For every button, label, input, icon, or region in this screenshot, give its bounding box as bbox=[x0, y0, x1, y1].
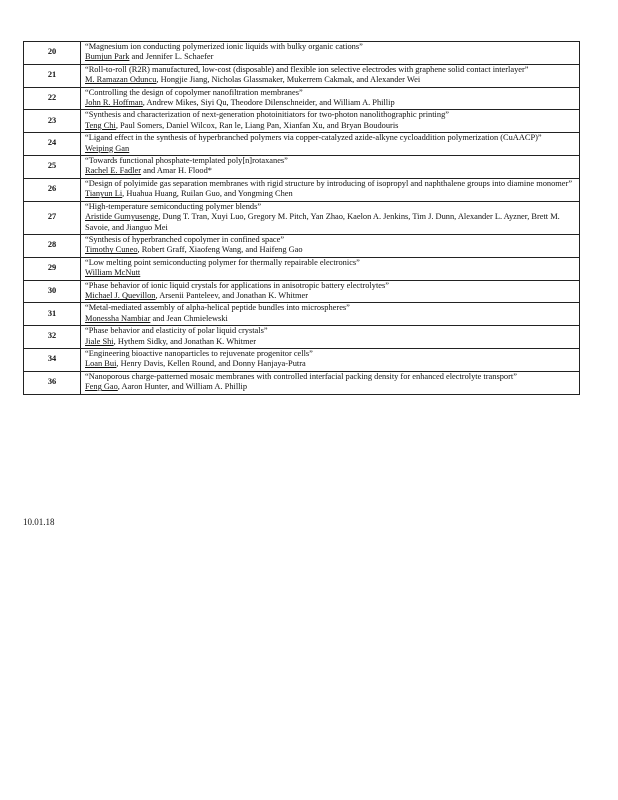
poster-title: “Ligand effect in the synthesis of hyperbranched polymers via copper-catalyzed azide-alkyne cycloaddition polymerization (CuAACP)” bbox=[85, 133, 542, 143]
poster-number: 36 bbox=[24, 371, 81, 394]
presenter-name: M. Ramazan Oduncu bbox=[85, 75, 157, 85]
poster-entry bbox=[81, 303, 580, 326]
poster-title: “Design of polyimide gas separation membranes with rigid structure by introducing of isopropyl and naphthalene groups into diamine monomer” bbox=[85, 178, 573, 188]
poster-title: “Phase behavior and elasticity of polar liquid crystals” bbox=[85, 326, 268, 336]
coauthor-names: , Aaron Hunter, and William A. Phillip bbox=[117, 382, 248, 392]
poster-rows bbox=[24, 42, 580, 395]
poster-entry bbox=[81, 257, 580, 280]
poster-title: “High-temperature semiconducting polymer blends” bbox=[85, 201, 262, 211]
table-row bbox=[24, 64, 580, 87]
poster-authors bbox=[85, 98, 575, 108]
presenter-name: Teng Chi bbox=[85, 120, 116, 130]
poster-entry bbox=[81, 156, 580, 179]
table-row bbox=[24, 234, 580, 257]
coauthor-names: , Robert Graff, Xiaofeng Wang, and Haifeng Gao bbox=[137, 245, 303, 255]
presenter-name: Weiping Gan bbox=[85, 143, 130, 153]
poster-number: 25 bbox=[24, 156, 81, 179]
poster-number: 29 bbox=[24, 257, 81, 280]
coauthor-names: , Hongjie Jiang, Nicholas Glassmaker, Mukerrem Cakmak, and Alexander Wei bbox=[156, 75, 421, 85]
poster-entry bbox=[81, 326, 580, 349]
presenter-name: Aristide Gumyusenge bbox=[85, 212, 159, 222]
poster-entry bbox=[81, 348, 580, 371]
poster-entry bbox=[81, 42, 580, 65]
poster-number: 20 bbox=[24, 42, 81, 65]
table-row bbox=[24, 87, 580, 110]
poster-title: “Synthesis of hyperbranched copolymer in confined space” bbox=[85, 234, 285, 244]
presenter-name: Tianyun Li bbox=[85, 189, 123, 199]
table-row bbox=[24, 326, 580, 349]
coauthor-names: , Andrew Mikes, Siyi Qu, Theodore Dilenschneider, and William A. Phillip bbox=[142, 98, 395, 108]
poster-number: 31 bbox=[24, 303, 81, 326]
poster-entry bbox=[81, 234, 580, 257]
poster-entry bbox=[81, 280, 580, 303]
presenter-name: Timothy Cuneo bbox=[85, 245, 138, 255]
presenter-name: Michael J. Quevillon bbox=[85, 290, 156, 300]
presenter-name: William McNutt bbox=[85, 268, 141, 278]
coauthor-names: and Jean Chmielewski bbox=[150, 313, 228, 323]
poster-number: 34 bbox=[24, 348, 81, 371]
coauthor-names: , Paul Somers, Daniel Wilcox, Ran le, Liang Pan, Xianfan Xu, and Bryan Boudouris bbox=[115, 120, 399, 130]
poster-entry bbox=[81, 110, 580, 133]
table-row bbox=[24, 303, 580, 326]
poster-number: 30 bbox=[24, 280, 81, 303]
coauthor-names: and Jennifer L. Schaefer bbox=[129, 52, 214, 62]
table-row bbox=[24, 110, 580, 133]
coauthor-names: , Dung T. Tran, Xuyi Luo, Gregory M. Pitch, Yan Zhao, Kaelon A. Jenkins, Tim J. Dunn, Alexander L. Ayzner, Brett M. Savoie, and Jianguo Mei bbox=[85, 212, 560, 232]
table-row bbox=[24, 348, 580, 371]
poster-authors bbox=[85, 212, 575, 233]
poster-authors bbox=[85, 245, 575, 255]
table-row bbox=[24, 42, 580, 65]
poster-title: “Engineering bioactive nanoparticles to rejuvenate progenitor cells” bbox=[85, 348, 313, 358]
poster-title: “Low melting point semiconducting polymer for thermally repairable electronics” bbox=[85, 257, 360, 267]
poster-title: “Synthesis and characterization of next-generation photoinitiators for two-photon nanolithographic printing” bbox=[85, 110, 449, 120]
table-row bbox=[24, 133, 580, 156]
poster-authors bbox=[85, 337, 575, 347]
poster-entry bbox=[81, 133, 580, 156]
poster-number: 22 bbox=[24, 87, 81, 110]
poster-entry bbox=[81, 178, 580, 201]
poster-authors bbox=[85, 189, 575, 199]
poster-title: “Metal-mediated assembly of alpha-helical peptide bundles into microspheres” bbox=[85, 303, 350, 313]
poster-title: “Controlling the design of copolymer nanofiltration membranes” bbox=[85, 87, 303, 97]
poster-authors bbox=[85, 166, 575, 176]
poster-authors bbox=[85, 144, 575, 154]
coauthor-names: , Arsenii Panteleev, and Jonathan K. Whitmer bbox=[155, 290, 309, 300]
poster-entry bbox=[81, 87, 580, 110]
coauthor-names: , Henry Davis, Kellen Round, and Donny Hanjaya-Putra bbox=[116, 359, 306, 369]
poster-number: 23 bbox=[24, 110, 81, 133]
poster-number: 26 bbox=[24, 178, 81, 201]
coauthor-names: and Amar H. Flood* bbox=[141, 166, 212, 176]
poster-title: “Magnesium ion conducting polymerized ionic liquids with bulky organic cations” bbox=[85, 42, 363, 51]
table-row bbox=[24, 178, 580, 201]
presenter-name: Jiale Shi bbox=[85, 336, 114, 346]
poster-authors bbox=[85, 382, 575, 392]
poster-number: 27 bbox=[24, 201, 81, 234]
poster-entry bbox=[81, 64, 580, 87]
table-row bbox=[24, 156, 580, 179]
poster-entry bbox=[81, 201, 580, 234]
poster-number: 21 bbox=[24, 64, 81, 87]
poster-authors bbox=[85, 268, 575, 278]
table-row bbox=[24, 280, 580, 303]
poster-schedule-table bbox=[23, 41, 580, 395]
presenter-name: Bumjun Park bbox=[85, 52, 130, 62]
poster-number: 28 bbox=[24, 234, 81, 257]
table-row bbox=[24, 257, 580, 280]
coauthor-names: , Hythem Sidky, and Jonathan K. Whitmer bbox=[113, 336, 256, 346]
poster-authors bbox=[85, 314, 575, 324]
presenter-name: Monessha Nambiar bbox=[85, 313, 151, 323]
poster-authors bbox=[85, 359, 575, 369]
presenter-name: John R. Hoffman bbox=[85, 98, 143, 108]
poster-authors bbox=[85, 52, 575, 62]
poster-authors bbox=[85, 291, 575, 301]
footer-date: 10.01.18 bbox=[23, 517, 55, 527]
presenter-name: Feng Gao bbox=[85, 382, 118, 392]
poster-entry bbox=[81, 371, 580, 394]
poster-number: 24 bbox=[24, 133, 81, 156]
poster-number: 32 bbox=[24, 326, 81, 349]
table-row bbox=[24, 201, 580, 234]
poster-title: “Roll-to-roll (R2R) manufactured, low-cost (disposable) and flexible ion selective electrodes with graphene solid contact interlayer” bbox=[85, 64, 529, 74]
table-row bbox=[24, 371, 580, 394]
poster-title: “Nanoporous charge-patterned mosaic membranes with controlled interfacial packing density for enhanced electrolyte transport” bbox=[85, 371, 517, 381]
poster-title: “Towards functional phosphate-templated poly[n]rotaxanes” bbox=[85, 156, 288, 166]
poster-title: “Phase behavior of ionic liquid crystals for applications in anisotropic battery electrolytes” bbox=[85, 280, 389, 290]
presenter-name: Rachel E. Fadler bbox=[85, 166, 142, 176]
poster-authors bbox=[85, 121, 575, 131]
coauthor-names: , Huahua Huang, Ruilan Guo, and Yongming Chen bbox=[122, 189, 293, 199]
poster-authors bbox=[85, 75, 575, 85]
presenter-name: Loan Bui bbox=[85, 359, 117, 369]
